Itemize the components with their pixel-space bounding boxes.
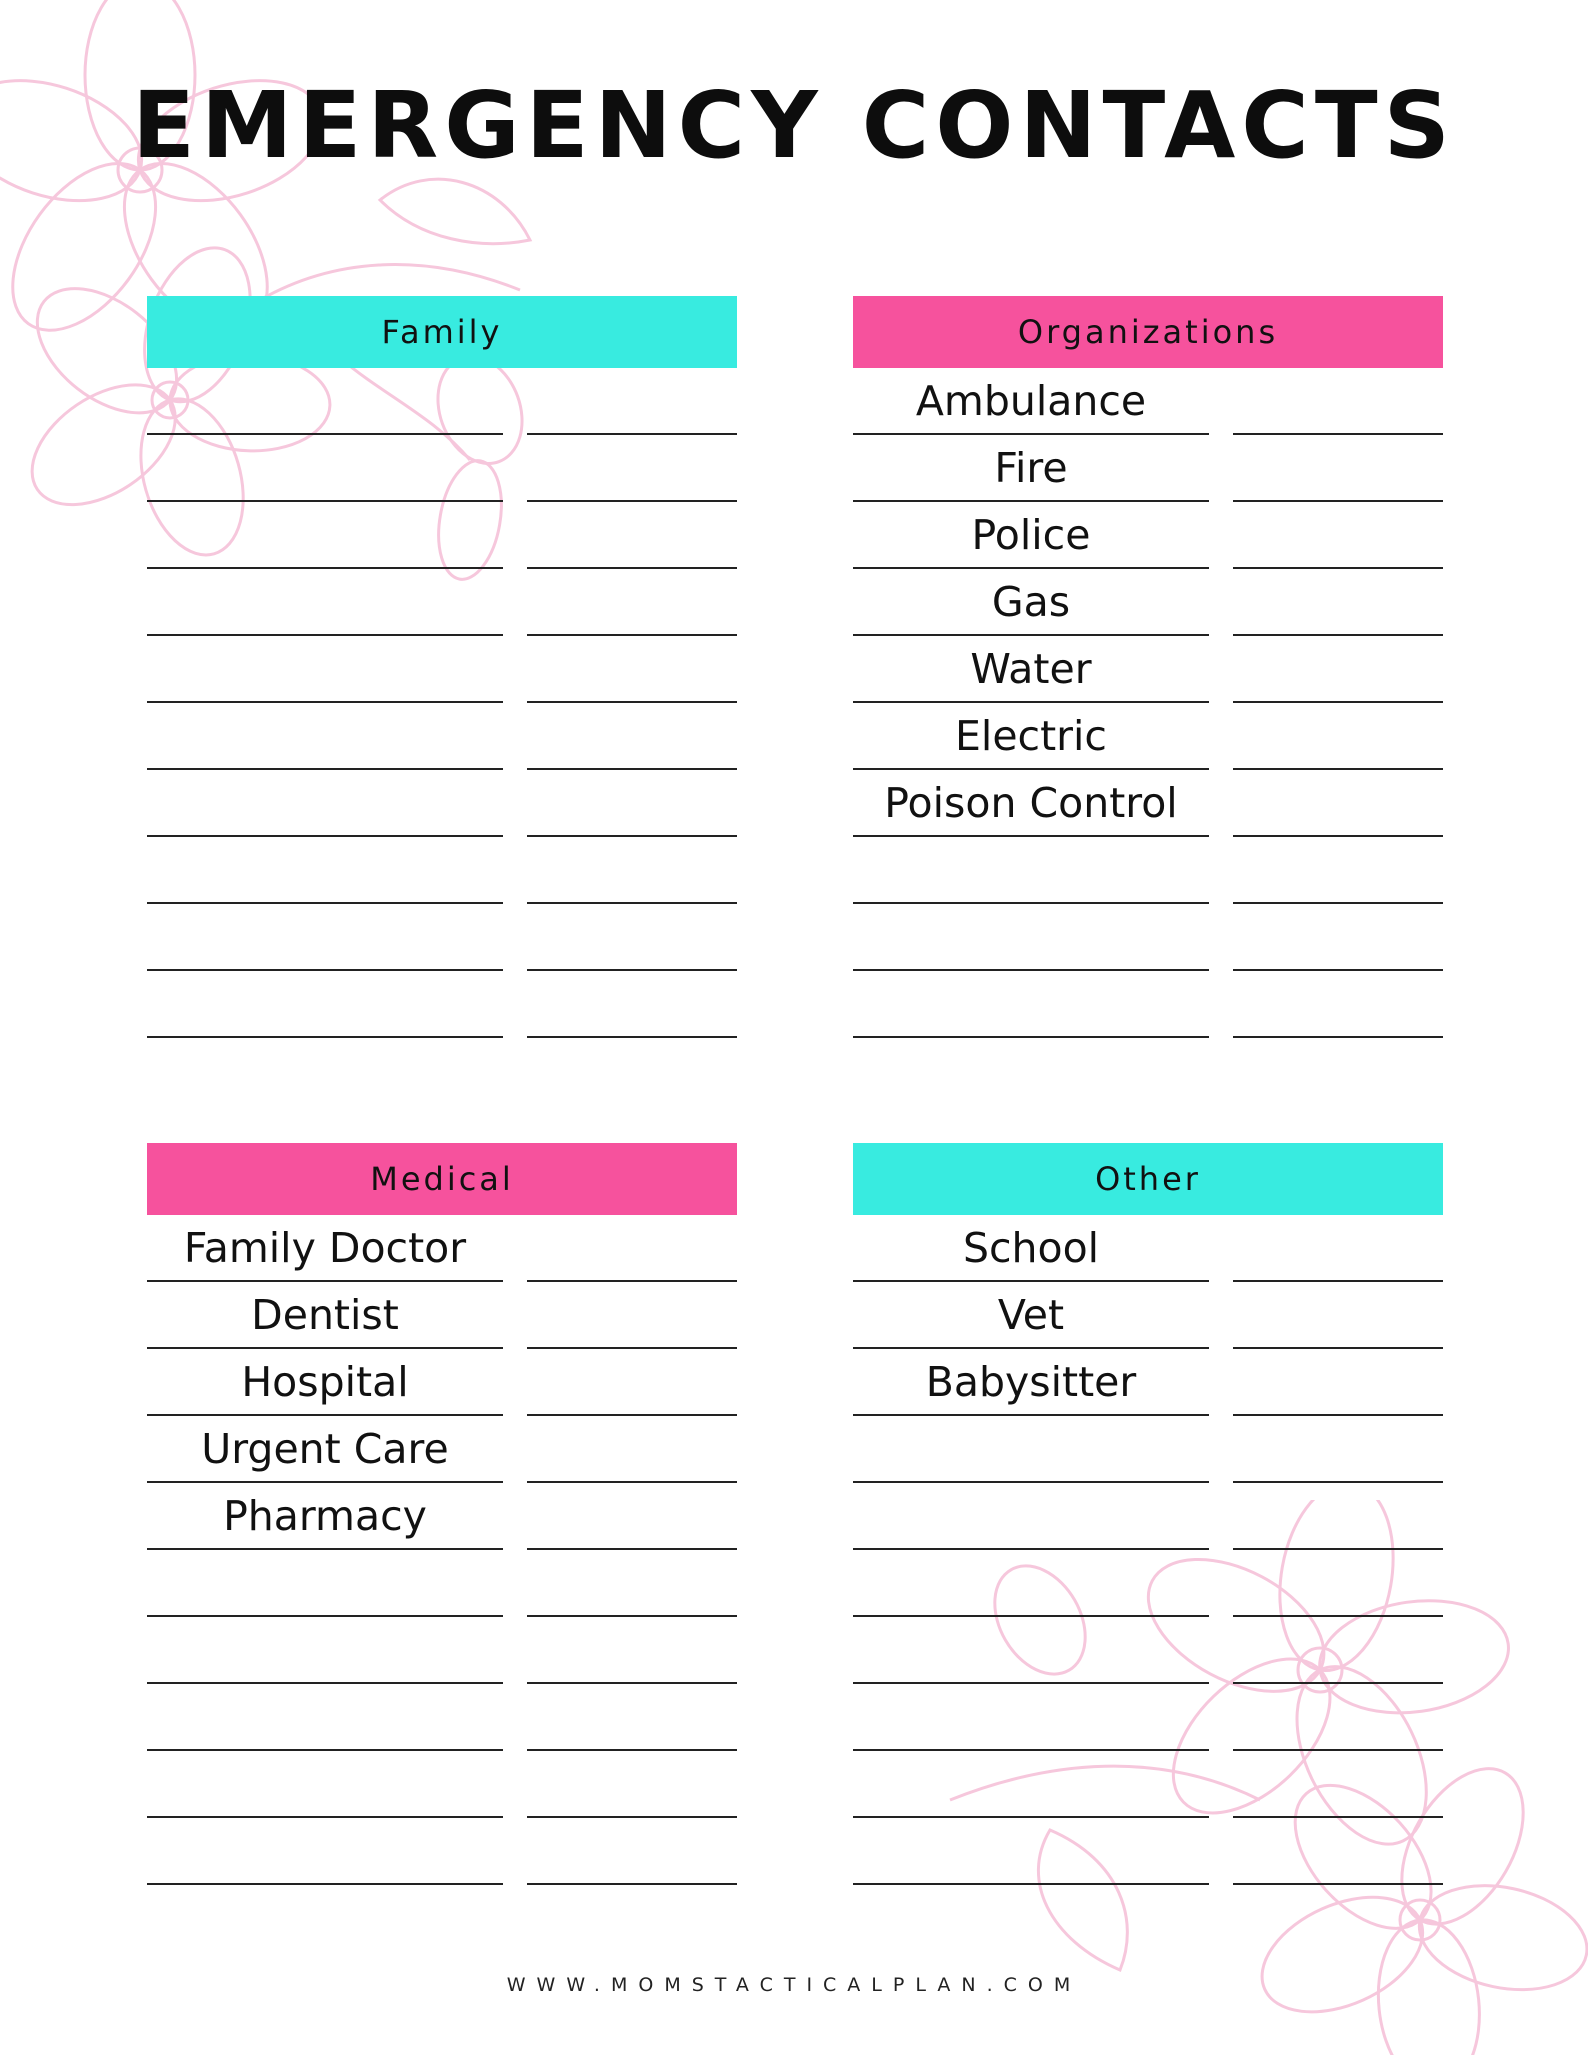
contact-name-label: Ambulance (915, 377, 1147, 425)
contact-row (853, 1684, 1443, 1751)
contact-name-line[interactable] (147, 702, 503, 770)
contact-phone-line[interactable] (527, 836, 737, 904)
contact-name-line[interactable] (853, 903, 1209, 971)
contact-name-label: Hospital (241, 1358, 409, 1406)
contact-name-line[interactable] (853, 1348, 1209, 1416)
contact-phone-line[interactable] (1233, 501, 1443, 569)
section-header-organizations: Organizations (853, 296, 1443, 368)
contact-row (147, 636, 737, 703)
contact-row (853, 569, 1443, 636)
section-header-other: Other (853, 1143, 1443, 1215)
contact-phone-line[interactable] (527, 1214, 737, 1282)
contact-row (147, 1282, 737, 1349)
contact-name-line[interactable] (853, 568, 1209, 636)
contact-phone-line[interactable] (1233, 1549, 1443, 1617)
contact-row (853, 1617, 1443, 1684)
contact-phone-line[interactable] (527, 1415, 737, 1483)
contact-phone-line[interactable] (1233, 1750, 1443, 1818)
contact-row (853, 971, 1443, 1038)
contact-row (853, 703, 1443, 770)
contact-name-label: Gas (991, 578, 1071, 626)
contact-name-line[interactable] (853, 1281, 1209, 1349)
contact-phone-line[interactable] (1233, 1616, 1443, 1684)
contact-name-line[interactable] (853, 702, 1209, 770)
contact-phone-line[interactable] (1233, 1214, 1443, 1282)
contact-name-line[interactable] (853, 434, 1209, 502)
contact-phone-line[interactable] (527, 970, 737, 1038)
contact-name-line[interactable] (853, 1549, 1209, 1617)
family-rows (147, 368, 737, 1038)
contact-name-line[interactable] (147, 434, 503, 502)
contact-name-line[interactable] (147, 836, 503, 904)
contact-phone-line[interactable] (527, 769, 737, 837)
contact-row (853, 837, 1443, 904)
contact-row (147, 1215, 737, 1282)
contact-row (147, 368, 737, 435)
contact-row (853, 1215, 1443, 1282)
contact-name-line[interactable] (147, 367, 503, 435)
contact-name-line[interactable] (147, 1482, 503, 1550)
contact-row (147, 1416, 737, 1483)
contact-phone-line[interactable] (527, 1817, 737, 1885)
contact-row (853, 1282, 1443, 1349)
contact-phone-line[interactable] (527, 1348, 737, 1416)
contact-name-label: Electric (955, 712, 1107, 760)
contact-name-label: Police (971, 511, 1091, 559)
contact-name-label: Urgent Care (201, 1425, 449, 1473)
contact-name-line[interactable] (147, 1214, 503, 1282)
medical-rows (147, 1215, 737, 1885)
contact-name-line[interactable] (147, 970, 503, 1038)
contact-name-line[interactable] (853, 1616, 1209, 1684)
contact-phone-line[interactable] (527, 903, 737, 971)
contact-name-label: Vet (997, 1291, 1065, 1339)
contact-phone-line[interactable] (527, 1482, 737, 1550)
contact-phone-line[interactable] (1233, 434, 1443, 502)
contact-name-line[interactable] (147, 1348, 503, 1416)
contact-row (853, 368, 1443, 435)
contact-row (853, 1349, 1443, 1416)
contact-row (853, 435, 1443, 502)
contact-row (853, 1483, 1443, 1550)
contact-name-label: Poison Control (884, 779, 1178, 827)
contact-name-line[interactable] (147, 903, 503, 971)
organizations-rows (853, 368, 1443, 1038)
contact-phone-line[interactable] (527, 367, 737, 435)
contact-row (147, 971, 737, 1038)
family-section (147, 296, 737, 1038)
contact-name-label: Dentist (251, 1291, 399, 1339)
contact-name-label: School (962, 1224, 1100, 1272)
contact-phone-line[interactable] (1233, 903, 1443, 971)
contact-phone-line[interactable] (1233, 836, 1443, 904)
contact-name-line[interactable] (853, 1482, 1209, 1550)
contact-phone-line[interactable] (1233, 1817, 1443, 1885)
contact-name-line[interactable] (853, 501, 1209, 569)
website-footer: WWW.MOMSTACTICALPLAN.COM (506, 1974, 1082, 1996)
contact-name-line[interactable] (147, 1415, 503, 1483)
other-section (853, 1143, 1443, 1885)
contact-row (853, 904, 1443, 971)
contact-phone-line[interactable] (1233, 1281, 1443, 1349)
contact-phone-line[interactable] (527, 568, 737, 636)
contact-phone-line[interactable] (1233, 769, 1443, 837)
section-header-family: Family (147, 296, 737, 368)
contact-name-line[interactable] (147, 1549, 503, 1617)
contact-name-line[interactable] (853, 1683, 1209, 1751)
contact-name-line[interactable] (147, 769, 503, 837)
contact-phone-line[interactable] (527, 434, 737, 502)
contact-name-label: Fire (994, 444, 1068, 492)
contact-name-line[interactable] (147, 501, 503, 569)
contact-phone-line[interactable] (527, 635, 737, 703)
contact-row (147, 1751, 737, 1818)
contact-name-line[interactable] (147, 1281, 503, 1349)
contact-row (147, 1349, 737, 1416)
contact-phone-line[interactable] (1233, 635, 1443, 703)
contact-phone-line[interactable] (527, 1750, 737, 1818)
contact-name-line[interactable] (853, 1750, 1209, 1818)
contact-row (147, 435, 737, 502)
contact-row (147, 1684, 737, 1751)
contact-phone-line[interactable] (527, 1683, 737, 1751)
contact-row (853, 770, 1443, 837)
contact-row (147, 1483, 737, 1550)
contact-row (147, 1818, 737, 1885)
contact-phone-line[interactable] (1233, 568, 1443, 636)
contact-name-line[interactable] (853, 836, 1209, 904)
contact-phone-line[interactable] (1233, 1348, 1443, 1416)
contact-name-line[interactable] (147, 1616, 503, 1684)
contact-phone-line[interactable] (1233, 702, 1443, 770)
page-title: EMERGENCY CONTACTS (132, 72, 1456, 179)
contact-phone-line[interactable] (527, 702, 737, 770)
contact-row (147, 1617, 737, 1684)
contact-name-line[interactable] (147, 1683, 503, 1751)
contact-name-label: Babysitter (925, 1358, 1137, 1406)
contact-name-line[interactable] (853, 769, 1209, 837)
contact-phone-line[interactable] (527, 501, 737, 569)
contact-name-line[interactable] (147, 1750, 503, 1818)
contact-phone-line[interactable] (527, 1616, 737, 1684)
contact-phone-line[interactable] (1233, 1415, 1443, 1483)
medical-section (147, 1143, 737, 1885)
contact-name-label: Family Doctor (183, 1224, 467, 1272)
contact-row (147, 770, 737, 837)
contact-row (853, 636, 1443, 703)
contact-row (147, 837, 737, 904)
section-header-medical: Medical (147, 1143, 737, 1215)
organizations-section (853, 296, 1443, 1038)
contact-phone-line[interactable] (1233, 1683, 1443, 1751)
contact-phone-line[interactable] (1233, 367, 1443, 435)
contact-name-line[interactable] (853, 1214, 1209, 1282)
contact-name-line[interactable] (147, 635, 503, 703)
contact-row (853, 1751, 1443, 1818)
contact-name-line[interactable] (147, 568, 503, 636)
contact-phone-line[interactable] (1233, 1482, 1443, 1550)
contact-row (147, 1550, 737, 1617)
contact-row (853, 1416, 1443, 1483)
contact-row (147, 502, 737, 569)
other-rows (853, 1215, 1443, 1885)
contact-row (147, 904, 737, 971)
contact-row (853, 1550, 1443, 1617)
contact-name-line[interactable] (147, 1817, 503, 1885)
contact-name-line[interactable] (853, 635, 1209, 703)
contact-name-line[interactable] (853, 1817, 1209, 1885)
contact-row (147, 569, 737, 636)
contact-phone-line[interactable] (527, 1549, 737, 1617)
contact-name-line[interactable] (853, 1415, 1209, 1483)
contact-phone-line[interactable] (527, 1281, 737, 1349)
contact-row (147, 703, 737, 770)
contact-name-label: Water (970, 645, 1092, 693)
contact-phone-line[interactable] (1233, 970, 1443, 1038)
contact-name-label: Pharmacy (223, 1492, 427, 1540)
contact-name-line[interactable] (853, 367, 1209, 435)
contact-name-line[interactable] (853, 970, 1209, 1038)
contact-row (853, 502, 1443, 569)
contact-row (853, 1818, 1443, 1885)
